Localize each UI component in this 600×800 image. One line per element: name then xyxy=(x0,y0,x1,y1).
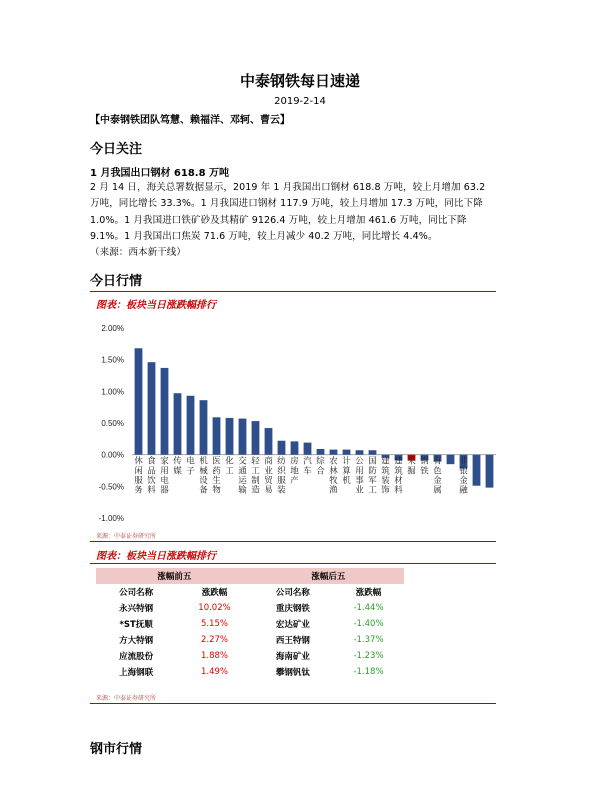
bar xyxy=(265,428,273,455)
category-label-char: 务 xyxy=(134,485,143,496)
change-value: 5.15% xyxy=(200,619,228,629)
category-label-char: 汽 xyxy=(303,456,312,467)
y-tick-label: -0.50% xyxy=(98,482,124,492)
category-label-char: 建 xyxy=(381,456,390,467)
table-row xyxy=(96,600,404,616)
category-label-char: 非 xyxy=(459,456,468,467)
y-tick-label: 1.00% xyxy=(101,387,124,397)
category-label-char: 房 xyxy=(290,456,299,467)
category-label-char: 事 xyxy=(355,475,364,486)
category-label-char: 化 xyxy=(225,456,234,467)
column-header: 涨跌幅 xyxy=(355,588,382,598)
category-label-char: 林 xyxy=(329,466,338,477)
category-label-char: 织 xyxy=(277,466,286,477)
change-value: -1.44% xyxy=(353,603,384,613)
figure-label: 图表：板块当日涨跌幅排行 xyxy=(96,551,216,562)
author-line: 【中泰钢铁团队笃慧、赖福洋、邓轲、曹云】 xyxy=(90,115,290,126)
group-header-bottom: 涨幅后五 xyxy=(253,568,404,584)
category-label-char: 筑 xyxy=(394,466,403,477)
y-tick-label: 1.50% xyxy=(101,355,124,365)
bar xyxy=(174,393,182,454)
table-group-row xyxy=(96,568,404,584)
category-label-char: 医 xyxy=(212,456,221,467)
bar xyxy=(317,449,325,455)
category-label-char: 工 xyxy=(251,466,260,477)
company-name: 重庆钢铁 xyxy=(275,604,310,614)
figure-source: 来源：中泰证券研究所 xyxy=(96,695,157,702)
company-name: 方大特钢 xyxy=(119,636,154,646)
column-header: 公司名称 xyxy=(119,588,154,598)
category-label-char: 用 xyxy=(160,466,169,477)
category-label-char: 饮 xyxy=(147,475,156,486)
category-label-char: 国 xyxy=(368,456,377,467)
category-label-char: 通 xyxy=(238,466,247,477)
table-header-row xyxy=(96,584,404,600)
category-label-char: 装 xyxy=(277,485,286,496)
company-name: 海南矿业 xyxy=(275,652,310,662)
category-label-char: 交 xyxy=(238,456,247,467)
category-label-char: 合 xyxy=(316,466,325,477)
change-value: -1.23% xyxy=(353,651,384,661)
y-tick-label: 0.50% xyxy=(101,419,124,428)
news-line: 2 月 14 日，海关总署数据显示，2019 年 1 月我国出口钢材 618.8 万吨，较上月增加 63.2 xyxy=(90,182,486,193)
figure-divider xyxy=(90,291,496,292)
category-label-char: 机 xyxy=(342,475,351,486)
figure-label: 图表：板块当日涨跌幅排行 xyxy=(96,300,216,311)
category-label-char: 算 xyxy=(342,466,351,477)
report-title: 中泰钢铁每日速递 xyxy=(239,72,360,90)
category-label-char: 输 xyxy=(238,485,247,496)
bar xyxy=(226,418,234,455)
category-label-char: 农 xyxy=(329,456,338,467)
category-label-char: 饰 xyxy=(381,485,390,496)
change-value: 2.27% xyxy=(200,635,228,645)
y-tick-label: 0.00% xyxy=(101,450,124,460)
change-value: -1.18% xyxy=(353,667,384,677)
bar xyxy=(369,450,377,454)
figure-divider xyxy=(90,541,496,542)
bar xyxy=(252,421,260,455)
news-line: 9.1%。1 月我国出口焦炭 71.6 万吨，较上月减少 40.2 万吨，同比增长 4.4%。 xyxy=(90,230,438,242)
category-label-char: 车 xyxy=(303,466,312,477)
category-label-char: 药 xyxy=(212,466,221,477)
category-label-char: 设 xyxy=(199,475,208,486)
category-label-char: 传 xyxy=(173,456,182,467)
bar xyxy=(213,417,221,454)
category-label-char: 电 xyxy=(160,475,169,486)
bar xyxy=(304,443,312,455)
category-label-char: 器 xyxy=(160,485,169,496)
bar xyxy=(148,362,156,454)
bar xyxy=(135,348,143,454)
category-label-char: 业 xyxy=(264,466,273,477)
category-label-char: 铁 xyxy=(420,466,429,477)
category-label-char: 银 xyxy=(459,466,468,477)
bar xyxy=(356,450,364,454)
category-label-char: 防 xyxy=(368,466,377,477)
bar xyxy=(343,450,351,455)
category-label-char: 媒 xyxy=(173,466,182,477)
category-label-char: 服 xyxy=(134,475,143,486)
category-label-char: 色 xyxy=(433,466,442,477)
table-row xyxy=(96,632,404,648)
section-heading-market: 今日行情 xyxy=(90,274,143,289)
bar xyxy=(291,441,299,454)
category-label-char: 品 xyxy=(147,466,156,477)
category-label-char: 贸 xyxy=(264,475,273,486)
column-header: 涨跌幅 xyxy=(201,588,228,598)
category-label-char: 轻 xyxy=(251,456,260,467)
bar xyxy=(187,396,195,455)
table-row xyxy=(96,648,404,664)
category-label-char: 料 xyxy=(147,485,156,496)
bar xyxy=(447,455,455,465)
category-label-char: 电 xyxy=(186,456,195,467)
category-label-char: 计 xyxy=(342,456,351,467)
category-label-char: 有 xyxy=(433,456,442,467)
change-value: -1.40% xyxy=(353,619,384,629)
category-label-char: 械 xyxy=(199,466,208,477)
category-label-char: 建 xyxy=(394,456,403,467)
report-date: 2019-2-14 xyxy=(274,96,326,107)
category-label-char: 材 xyxy=(394,475,403,486)
figure-divider xyxy=(90,563,496,564)
news-line: 1.0%。1 月我国进口铁矿砂及其精矿 9126.4 万吨，较上月增加 461.6 万吨，同比下降 xyxy=(90,214,467,226)
category-label-char: 商 xyxy=(264,456,273,467)
section-heading-steel: 钢市行情 xyxy=(90,742,143,757)
category-label-char: 纺 xyxy=(277,456,286,467)
category-label-char: 备 xyxy=(199,485,208,496)
category-label-char: 休 xyxy=(134,456,143,467)
category-label-char: 金 xyxy=(459,475,468,486)
category-label-char: 食 xyxy=(147,456,156,467)
news-line: 万吨，同比增长 33.3%。1 月我国进口钢材 117.9 万吨，较上月增加 17.3 万吨，同比下降 xyxy=(90,198,483,210)
category-label-char: 家 xyxy=(160,456,169,467)
stock-ranking-table xyxy=(96,568,404,680)
category-label-char: 易 xyxy=(264,485,273,496)
category-label-char: 军 xyxy=(368,475,377,486)
y-tick-label: 2.00% xyxy=(101,324,124,333)
category-label-char: 机 xyxy=(199,456,208,467)
category-label-char: 子 xyxy=(186,466,195,477)
company-name: 攀钢钒钛 xyxy=(275,668,310,678)
column-header: 公司名称 xyxy=(275,588,310,598)
category-label-char: 制 xyxy=(251,475,260,486)
category-label-char: 地 xyxy=(290,466,299,477)
company-name: 永兴特钢 xyxy=(119,604,154,614)
news-source: （来源：西本新干线） xyxy=(90,247,187,259)
category-label-char: 牧 xyxy=(329,475,338,486)
category-label-char: 造 xyxy=(251,485,260,496)
category-label-char: 闲 xyxy=(134,466,143,477)
change-value: -1.37% xyxy=(353,635,384,645)
category-label-char: 物 xyxy=(212,485,221,496)
category-label-char: 装 xyxy=(381,475,390,486)
figure-source: 来源：中泰证券研究所 xyxy=(96,533,157,540)
bar xyxy=(239,419,247,455)
change-value: 10.02% xyxy=(198,603,231,613)
category-label-char: 掘 xyxy=(407,466,416,477)
category-label-char: 综 xyxy=(316,456,325,467)
category-label-char: 属 xyxy=(433,485,442,496)
section-heading-focus: 今日关注 xyxy=(90,142,143,157)
bar xyxy=(161,368,169,455)
bar xyxy=(200,400,208,454)
category-label-char: 筑 xyxy=(381,466,390,477)
company-name: 上海钢联 xyxy=(119,668,154,678)
category-label-char: 产 xyxy=(290,475,299,486)
category-label-char: 服 xyxy=(277,475,286,486)
bar xyxy=(278,441,286,455)
change-value: 1.88% xyxy=(200,651,228,661)
figure-divider xyxy=(90,703,496,704)
category-label-char: 工 xyxy=(225,466,234,477)
category-label-char: 渔 xyxy=(329,485,338,496)
category-label-char: 采 xyxy=(407,456,416,467)
y-tick-label: -1.00% xyxy=(98,514,124,523)
news-title: 1 月我国出口钢材 618.8 万吨 xyxy=(90,168,230,179)
company-name: 应流股份 xyxy=(119,652,154,662)
category-label-char: 公 xyxy=(355,456,364,467)
category-label-char: 生 xyxy=(212,475,221,486)
sector-change-chart xyxy=(90,315,500,530)
category-label-char: 钢 xyxy=(420,456,429,467)
company-name: 西王特钢 xyxy=(275,636,310,646)
bar xyxy=(486,455,494,488)
category-label-char: 运 xyxy=(238,475,247,486)
category-label-char: 料 xyxy=(394,485,403,496)
table-row xyxy=(96,616,404,632)
company-name: *ST抚顺 xyxy=(119,620,153,630)
group-header-top: 涨幅前五 xyxy=(96,568,253,584)
category-label-char: 业 xyxy=(355,485,364,496)
category-label-char: 工 xyxy=(368,485,377,496)
bar xyxy=(473,455,481,486)
news-body xyxy=(90,180,510,261)
table-row xyxy=(96,664,404,680)
change-value: 1.49% xyxy=(200,667,228,677)
bar xyxy=(330,450,338,455)
category-label-char: 用 xyxy=(355,466,364,477)
category-label-char: 金 xyxy=(433,475,442,486)
category-label-char: 融 xyxy=(459,485,468,496)
company-name: 宏达矿业 xyxy=(275,620,310,630)
